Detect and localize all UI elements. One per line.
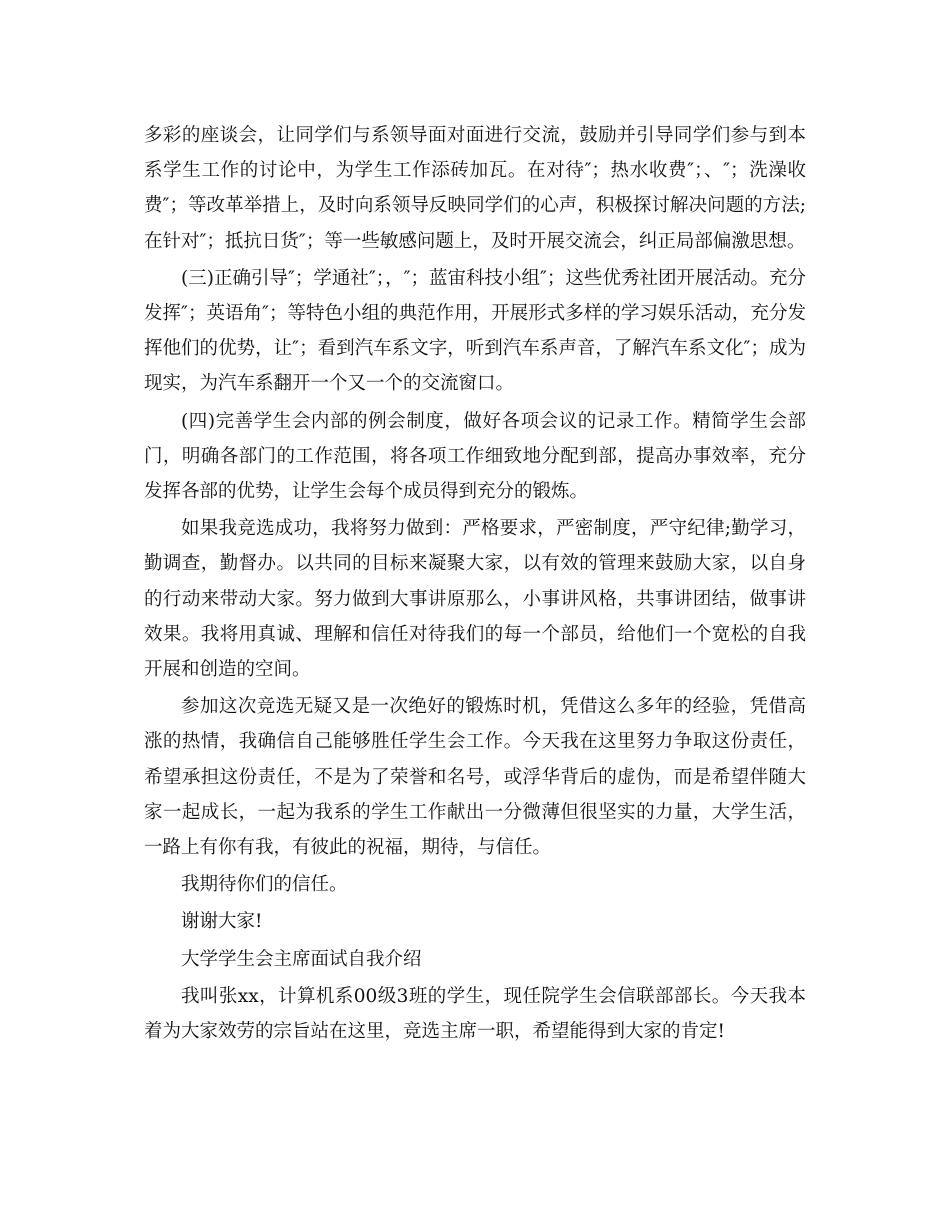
paragraph-thanks: 谢谢大家!: [181, 911, 263, 933]
paragraph-guidance: (三)正确引导″；学通社″；，″；蓝宙科技小组″；这些优秀社团开展活动。充分发挥″；英语角″；等特色小组的典范作用，开展形式多样的学习娱乐活动，充分发挥他们的优势，让″；看到汽车系文字，听到汽车系声音，了解汽车系文化″；成为现实，为汽车系翻开一个又一个的交流窗口。: [144, 267, 806, 395]
section-title: 大学学生会主席面试自我介绍: [181, 948, 422, 970]
paragraph-meeting-system: (四)完善学生会内部的例会制度，做好各项会议的记录工作。精简学生会部门，明确各部门的工作范围，将各项工作细致地分配到部，提高办事效率，充分发挥各部的优势，让学生会每个成员得到充分的锻炼。: [144, 410, 806, 503]
paragraph-commitment: 如果我竞选成功，我将努力做到：严格要求，严密制度，严守纪律;勤学习，勤调查，勤督办。以共同的目标来凝聚大家，以有效的管理来鼓励大家，以自身的行动来带动大家。努力做到大事讲原那么，小事讲风格，共事讲团结，做事讲效果。我将用真诚、理解和信任对待我们的每一个部员，给他们一个宽松的自我开展和创造的空间。: [144, 518, 806, 681]
paragraph-opportunity: 参加这次竞选无疑又是一次绝好的锻炼时机，凭借这么多年的经验，凭借高涨的热情，我确信自己能够胜任学生会工作。今天我在这里努力争取这份责任，希望承担这份责任，不是为了荣誉和名号，或浮华背后的虚伪，而是希望伴随大家一起成长，一起为我系的学生工作献出一分微薄但很坚实的力量，大学生活，一路上有你有我，有彼此的祝福，期待，与信任。: [144, 696, 806, 859]
paragraph-expect-trust: 我期待你们的信任。: [181, 874, 348, 896]
document-page: [144, 118, 806, 1051]
paragraph-continuation: 多彩的座谈会，让同学们与系领导面对面进行交流，鼓励并引导同学们参与到本系学生工作的讨论中，为学生工作添砖加瓦。在对待″；热水收费″；、″；洗澡收费″；等改革举措上，及时向系领导反映同学们的心声，积极探讨解决问题的方法;在针对″；抵抗日货″；等一些敏感问题上，及时开展交流会，纠正局部偏激思想。: [144, 125, 806, 252]
paragraph-self-intro: 我叫张xx，计算机系00级3班的学生，现任院学生会信联部部长。今天我本着为大家效劳的宗旨站在这里，竞选主席一职，希望能得到大家的肯定!: [144, 985, 806, 1043]
